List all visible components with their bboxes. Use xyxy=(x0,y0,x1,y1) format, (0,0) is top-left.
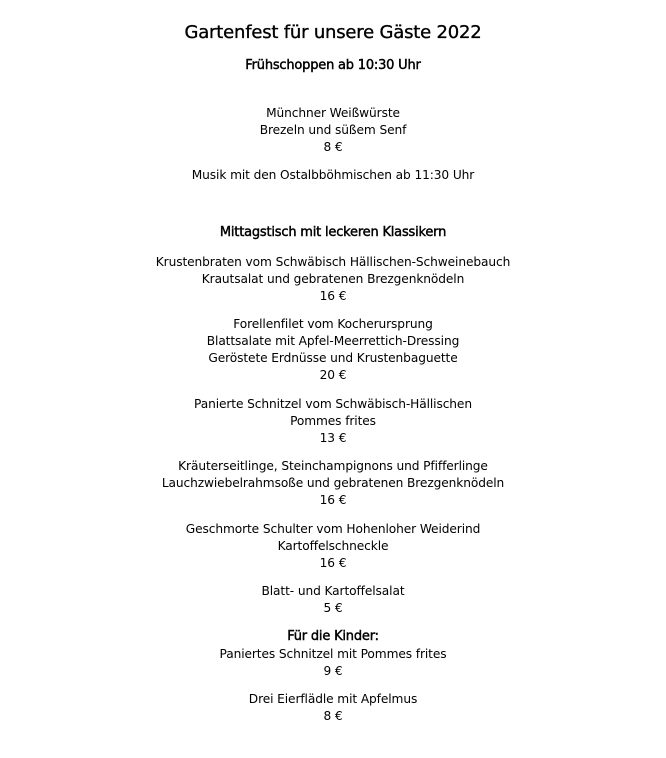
menu-item-price: 16 € xyxy=(319,289,347,303)
menu-item-price: 13 € xyxy=(319,431,347,445)
section-heading-fruehschoppen: Frühschoppen ab 10:30 Uhr xyxy=(245,58,421,73)
menu-item-price: 20 € xyxy=(319,368,347,382)
menu-item-line: Kartoffelschneckle xyxy=(277,539,389,553)
menu-item-line: Pommes frites xyxy=(290,414,376,428)
menu-item-line: Krustenbraten vom Schwäbisch Hällischen-Schweinebauch xyxy=(155,255,511,269)
menu-item-line: Krautsalat und gebratenen Brezgenknödeln xyxy=(201,272,465,286)
menu-item-price: 16 € xyxy=(319,556,347,570)
menu-item-line: Geschmorte Schulter vom Hohenloher Weiderind xyxy=(185,522,481,536)
menu-item-price: 16 € xyxy=(319,493,347,507)
section-heading-mittagstisch: Mittagstisch mit leckeren Klassikern xyxy=(219,225,447,240)
music-note: Musik mit den Ostalbböhmischen ab 11:30 Uhr xyxy=(191,168,475,182)
menu-item-line: Kräuterseitlinge, Steinchampignons und Pfifferlinge xyxy=(178,459,488,473)
page-title: Gartenfest für unsere Gäste 2022 xyxy=(184,22,482,43)
menu-item-price: 9 € xyxy=(323,664,343,678)
section-heading-kinder: Für die Kinder: xyxy=(287,629,379,644)
menu-item-line: Münchner Weißwürste xyxy=(266,106,400,120)
menu-item-line: Panierte Schnitzel vom Schwäbisch-Hällischen xyxy=(194,397,472,411)
menu-item-price: 8 € xyxy=(323,140,343,154)
menu-item-line: Blatt- und Kartoffelsalat xyxy=(261,584,405,598)
menu-item-price: 5 € xyxy=(323,601,343,615)
menu-item-line: Drei Eierflädle mit Apfelmus xyxy=(248,692,418,706)
menu-item-line: Blattsalate mit Apfel-Meerrettich-Dressing xyxy=(206,334,460,348)
menu-item-price: 8 € xyxy=(323,709,343,723)
menu-item-line: Forellenfilet vom Kocherursprung xyxy=(233,317,433,331)
menu-item-line: Lauchzwiebelrahmsoße und gebratenen Brezgenknödeln xyxy=(161,476,505,490)
menu-item-line: Paniertes Schnitzel mit Pommes frites xyxy=(219,647,447,661)
menu-item-line: Brezeln und süßem Senf xyxy=(259,123,407,137)
menu-item-line: Geröstete Erdnüsse und Krustenbaguette xyxy=(208,351,458,365)
